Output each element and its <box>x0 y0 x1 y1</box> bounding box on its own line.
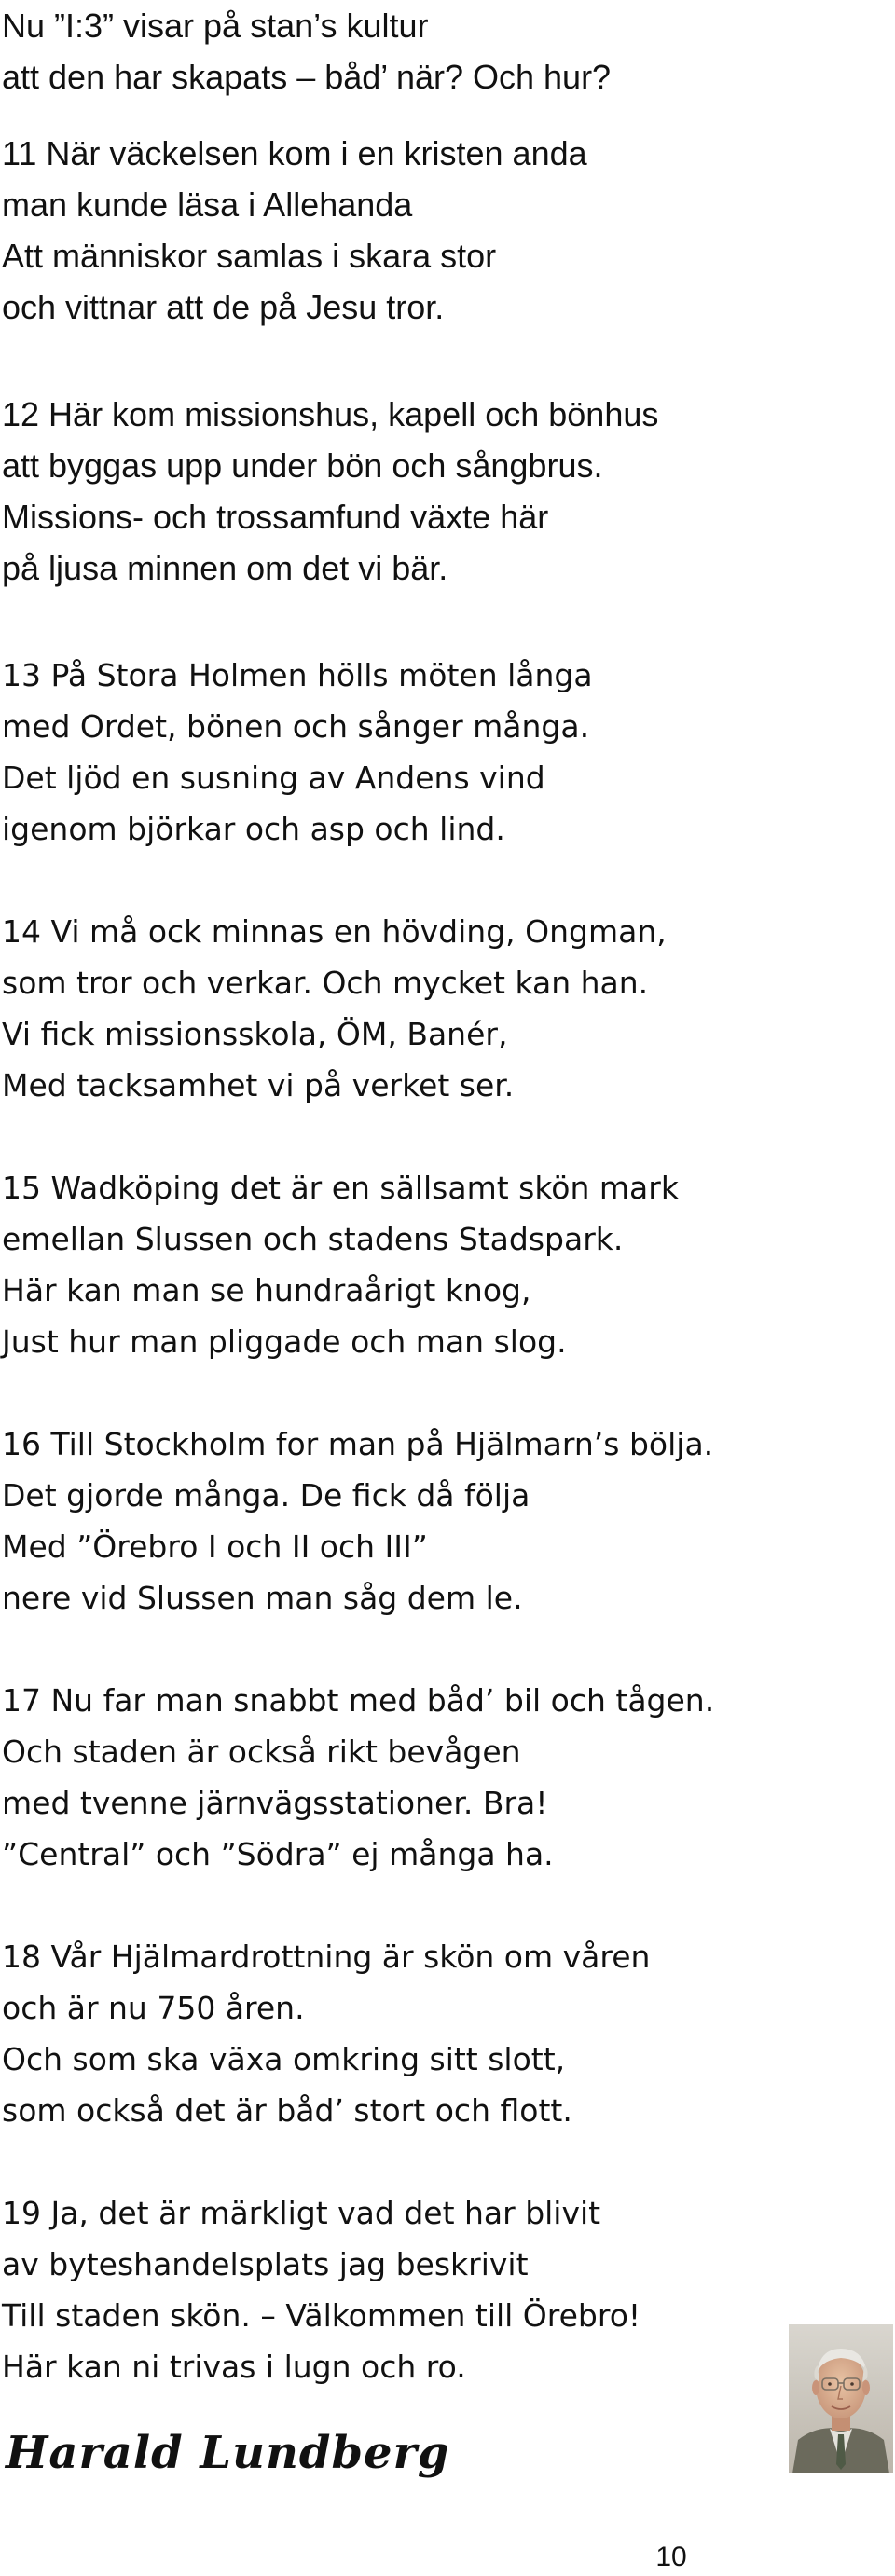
verse-line: emellan Slussen och stadens Stadspark. <box>2 1221 624 1257</box>
verse-line: igenom björkar och asp och lind. <box>2 811 505 847</box>
verse-line: 15 Wadköping det är en sällsamt skön mark <box>2 1170 679 1206</box>
verse-line: ”Central” och ”Södra” ej många ha. <box>2 1836 554 1872</box>
verse-line: Det gjorde många. De fick då följa <box>2 1477 530 1514</box>
verse-line: 14 Vi må ock minnas en hövding, Ongman, <box>2 913 667 950</box>
verse-line: 12 Här kom missionshus, kapell och bönhus <box>2 395 659 433</box>
verse-line: Missions- och trossamfund växte här <box>2 498 549 536</box>
verse-line: nere vid Slussen man såg dem le. <box>2 1580 523 1616</box>
verse-line: 18 Vår Hjälmardrottning är skön om våren <box>2 1939 651 1975</box>
intro-line: Nu ”I:3” visar på stan’s kultur <box>2 7 429 45</box>
verse-line: 13 På Stora Holmen hölls möten långa <box>2 657 593 693</box>
verse-line: på ljusa minnen om det vi bär. <box>2 549 448 587</box>
verse-line: att byggas upp under bön och sångbrus. <box>2 446 603 485</box>
verse-line: Det ljöd en susning av Andens vind <box>2 760 545 796</box>
verse-line: som tror och verkar. Och mycket kan han. <box>2 965 649 1001</box>
verse-line: 11 När väckelsen kom i en kristen anda <box>2 134 587 172</box>
verse-17 <box>2 1675 841 1880</box>
verse-line: Att människor samlas i skara stor <box>2 237 497 275</box>
verse-19 <box>2 2187 841 2392</box>
verse-line: Till staden skön. – Välkommen till Örebro! <box>2 2297 641 2334</box>
verse-14 <box>2 906 841 1111</box>
verse-line: Och som ska växa omkring sitt slott, <box>2 2041 566 2077</box>
verse-line: som också det är båd’ stort och flott. <box>2 2092 572 2129</box>
verse-16 <box>2 1418 841 1624</box>
verse-line: Med tacksamhet vi på verket ser. <box>2 1067 515 1103</box>
intro-stanza <box>2 0 822 103</box>
verse-line: med Ordet, bönen och sånger många. <box>2 708 590 745</box>
verse-13 <box>2 650 841 855</box>
verse-15 <box>2 1162 841 1367</box>
verse-line: Här kan ni trivas i lugn och ro. <box>2 2349 466 2385</box>
verse-line: 19 Ja, det är märkligt vad det har blivit <box>2 2195 601 2231</box>
author-signature: Harald Lundberg <box>6 2427 450 2479</box>
author-portrait-image <box>789 2324 893 2473</box>
verse-line: med tvenne järnvägsstationer. Bra! <box>2 1785 548 1821</box>
verse-line: Just hur man pliggade och man slog. <box>2 1323 567 1360</box>
verse-line: Och staden är också rikt bevågen <box>2 1733 521 1770</box>
verse-line: Vi fick missionsskola, ÖM, Banér, <box>2 1016 508 1052</box>
page-number: 10 <box>655 2542 687 2572</box>
verse-line: Med ”Örebro I och II och III” <box>2 1528 428 1565</box>
verse-line: 17 Nu far man snabbt med båd’ bil och tågen. <box>2 1682 715 1719</box>
verse-line: man kunde läsa i Allehanda <box>2 185 413 224</box>
verse-line: och är nu 750 åren. <box>2 1990 305 2026</box>
verse-line: 16 Till Stockholm for man på Hjälmarn’s bölja. <box>2 1426 714 1462</box>
verse-line: av byteshandelsplats jag beskrivit <box>2 2246 529 2282</box>
verse-12 <box>2 389 841 594</box>
verse-line: Här kan man se hundraårigt knog, <box>2 1272 531 1309</box>
intro-line: att den har skapats – båd’ när? Och hur? <box>2 58 612 96</box>
verse-11 <box>2 128 841 333</box>
verse-18 <box>2 1931 841 2136</box>
verse-line: och vittnar att de på Jesu tror. <box>2 288 445 326</box>
